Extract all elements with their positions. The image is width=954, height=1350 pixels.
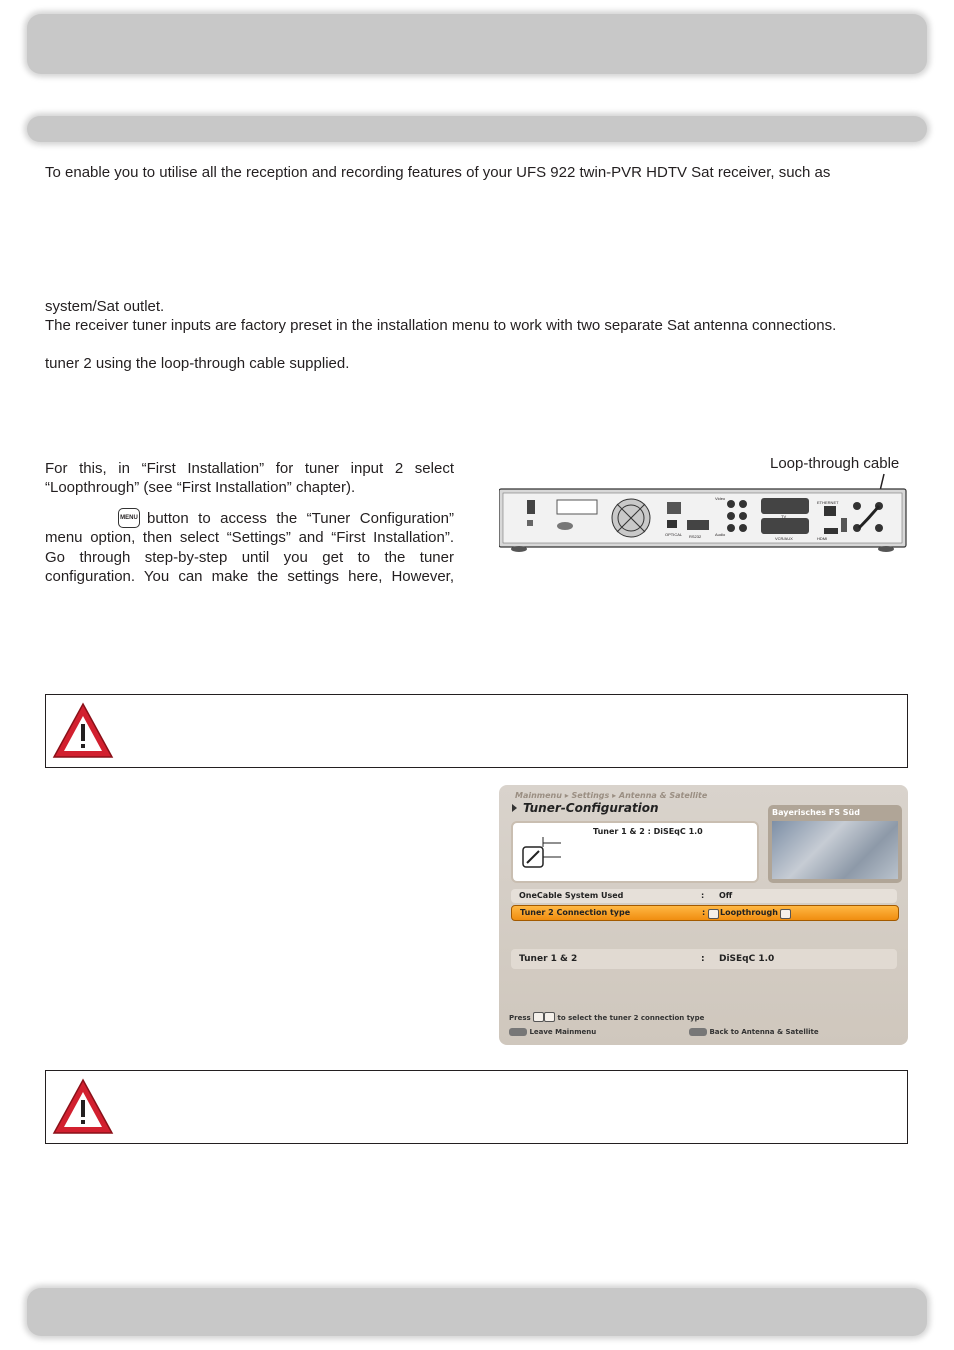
first-install-line-1: For this, in “First Installation” for tuner input 2 select	[45, 460, 454, 477]
label-hdmi: HDMI	[817, 536, 828, 541]
tuner-configuration-screenshot	[499, 785, 908, 1045]
hint-left-icon	[533, 1012, 544, 1022]
tuner-diagram-box	[511, 821, 759, 883]
receiver-back-panel	[499, 488, 907, 558]
warning-triangle-icon	[51, 1077, 115, 1137]
exit-button-icon	[689, 1028, 707, 1036]
menu-line-1: button to access the “Tuner Configuration”	[147, 510, 454, 527]
receiver-illustration	[499, 488, 907, 558]
header-bar	[27, 14, 927, 74]
warning-box-2	[45, 1070, 908, 1144]
hint-line: Press to select the tuner 2 connection type	[509, 1014, 705, 1022]
menu-line-2: menu option, then select “Settings” and “First Installation”.	[45, 529, 454, 546]
tuner-1-2-row[interactable]: Tuner 1 & 2 : DiSEqC 1.0	[511, 949, 897, 969]
left-arrow-icon[interactable]	[708, 909, 719, 919]
menu-key-icon: MENU	[118, 508, 140, 528]
intro-paragraph: To enable you to utilise all the reception and recording features of your UFS 922 twin-PVR HDTV Sat receiver, such as	[45, 164, 831, 181]
section-bar	[27, 116, 927, 142]
label-video: Video	[715, 496, 726, 501]
warning-triangle-icon	[51, 701, 115, 761]
switch-diagram-icon	[521, 833, 591, 873]
channel-preview	[768, 805, 902, 883]
menu-line-3: Go through step-by-step until you get to the tuner	[45, 549, 454, 566]
footer-bar	[27, 1288, 927, 1336]
preview-image	[772, 821, 898, 879]
label-ethernet: ETHERNET	[817, 500, 839, 505]
label-optical: OPTICAL	[665, 532, 683, 537]
figure-caption: Loop-through cable	[770, 455, 900, 472]
title-arrow-icon	[512, 804, 517, 812]
menu-title: Tuner-Configuration	[523, 801, 659, 815]
tuner2-connection-row[interactable]: Tuner 2 Connection type : Loopthrough	[511, 905, 899, 921]
label-vcr: VCR/AUX	[775, 536, 793, 541]
back-hint: Back to Antenna & Satellite	[689, 1028, 819, 1036]
warning-box-1	[45, 694, 908, 768]
label-rs232: RS232	[689, 534, 702, 539]
menu-line-4: configuration. You can make the settings here, However,	[45, 568, 454, 585]
leave-hint: Leave Mainmenu	[509, 1028, 596, 1036]
label-audio: Audio	[715, 532, 726, 537]
menu-button-icon	[509, 1028, 527, 1036]
label-tv: TV	[781, 514, 787, 519]
tuner-diagram-label: Tuner 1 & 2 : DiSEqC 1.0	[593, 827, 703, 836]
preset-paragraph: The receiver tuner inputs are factory preset in the installation menu to work with two separate Sat antenna connections.	[45, 317, 837, 334]
breadcrumb: Mainmenu ▸ Settings ▸ Antenna & Satellite	[515, 791, 708, 800]
onecable-row[interactable]: OneCable System Used : Off	[511, 889, 897, 903]
outlet-paragraph: system/Sat outlet.	[45, 298, 165, 315]
first-install-line-2: “Loopthrough” (see “First Installation” chapter).	[45, 479, 356, 496]
hint-right-icon	[544, 1012, 555, 1022]
loopcable-paragraph: tuner 2 using the loop-through cable supplied.	[45, 355, 350, 372]
right-arrow-icon[interactable]	[780, 909, 791, 919]
channel-name: Bayerisches FS Süd	[772, 808, 860, 817]
